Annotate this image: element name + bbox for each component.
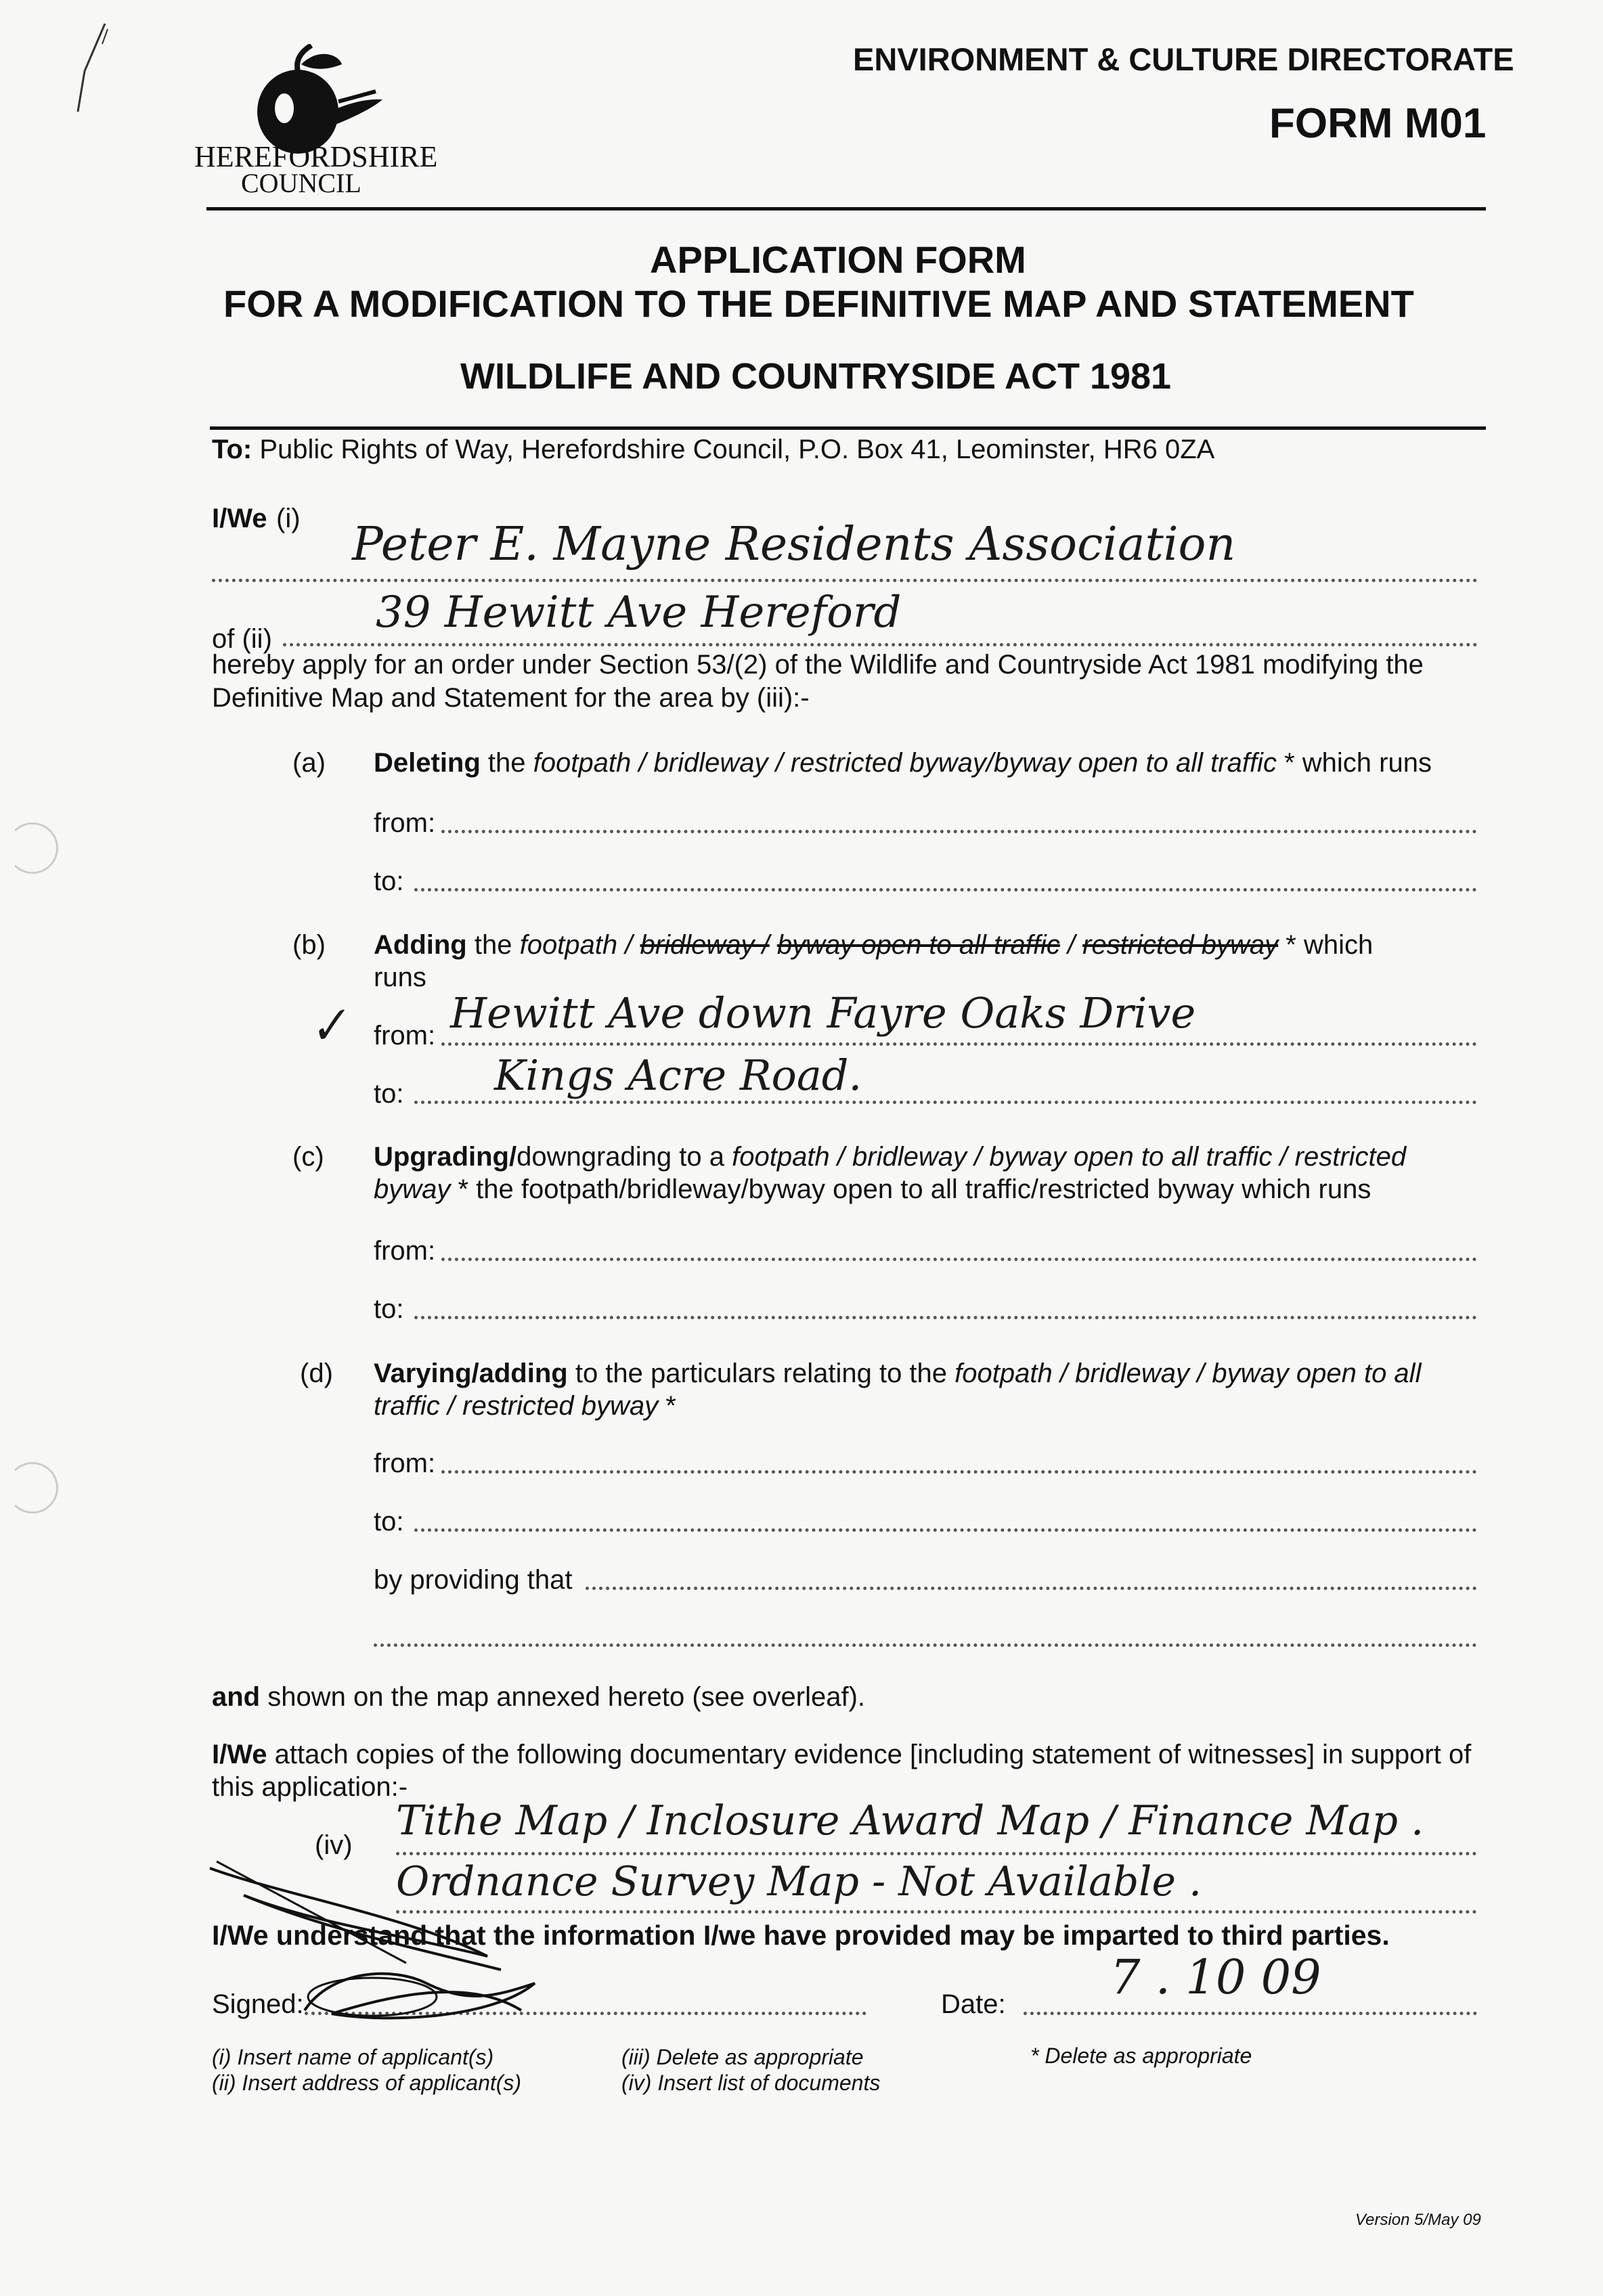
- section-b-byway-struck: byway open to all traffic: [776, 930, 1060, 960]
- understand-statement: I/We understand that the information I/we have provided may be imparted to third parties.: [212, 1920, 1390, 1951]
- council-name-line2: COUNCIL: [241, 168, 361, 198]
- section-a-from-label: from:: [374, 808, 436, 838]
- section-c-tail: * the footpath/bridleway/byway open to all traffic/restricted byway which runs: [450, 1174, 1371, 1204]
- section-b-marker: (b): [292, 930, 326, 960]
- council-name-line1: HEREFORDSHIRE: [194, 140, 438, 173]
- footnote-2: (ii) Insert address of applicant(s): [212, 2071, 522, 2095]
- signature-scribble: [291, 1956, 548, 2031]
- section-d-marker: (d): [300, 1359, 333, 1388]
- address-handwritten: 39 Hewitt Ave Hereford: [376, 588, 902, 638]
- section-c-plain: downgrading to a: [517, 1142, 732, 1172]
- to-address: Public Rights of Way, Herefordshire Council, P.O. Box 41, Leominster, HR6 0ZA: [259, 435, 1215, 464]
- footnote-4: (iv) Insert list of documents: [621, 2071, 881, 2095]
- footnote-3: (iii) Delete as appropriate: [621, 2045, 864, 2069]
- section-b-runs: runs: [374, 963, 426, 992]
- applicant-note: (i): [276, 504, 301, 533]
- section-c-heading: [374, 1141, 1406, 1173]
- section-b-from-field: [441, 1042, 1477, 1046]
- section-b-tick: ✓: [303, 995, 353, 1057]
- map-annex-text: shown on the map annexed hereto (see overleaf).: [260, 1682, 866, 1712]
- section-d-action: Varying/adding: [374, 1359, 568, 1388]
- section-c-to-label: to:: [374, 1294, 404, 1324]
- section-c-line2: [374, 1173, 1371, 1206]
- section-c-from-label: from:: [374, 1236, 436, 1266]
- section-d-heading: [374, 1357, 1421, 1390]
- evidence-line1: [212, 1738, 1471, 1771]
- to-label: To:: [212, 435, 252, 464]
- section-a-way-types: footpath / bridleway / restricted byway/byway open to all traffic: [533, 748, 1277, 778]
- map-annex-and: and: [212, 1682, 261, 1712]
- section-d-providing-field: [586, 1587, 1477, 1590]
- section-b-heading: [374, 929, 1373, 961]
- section-d-plain: to the particulars relating to the: [567, 1359, 955, 1388]
- evidence-field-2: [396, 1910, 1477, 1914]
- section-a-to-field: [414, 888, 1477, 891]
- section-d-from-field: [441, 1470, 1477, 1474]
- section-b-to-label: to:: [374, 1079, 404, 1109]
- address-label: of (ii): [212, 624, 272, 654]
- section-d-from-label: from:: [374, 1449, 436, 1478]
- section-d-tail: *: [658, 1391, 676, 1421]
- evidence-field-1: [396, 1852, 1477, 1855]
- evidence-handwritten-1: Tithe Map / Inclosure Award Map / Finance Map .: [396, 1797, 1424, 1845]
- evidence-line2: this application:-: [212, 1772, 408, 1802]
- section-b-footpath: footpath /: [519, 930, 633, 960]
- section-b-to-field: [414, 1101, 1477, 1104]
- section-d-line2: [374, 1390, 676, 1422]
- section-d-providing-field-2: [374, 1643, 1477, 1647]
- title-line2: FOR A MODIFICATION TO THE DEFINITIVE MAP AND STATEMENT: [223, 282, 1414, 325]
- section-d-to-field: [414, 1528, 1477, 1532]
- section-d-to-label: to:: [374, 1507, 404, 1537]
- section-b-from-handwritten: Hewitt Ave down Fayre Oaks Drive: [450, 988, 1196, 1038]
- section-b-bridleway-struck: bridleway /: [640, 930, 770, 960]
- address-field: [283, 643, 1478, 646]
- punch-hole: [7, 1462, 58, 1514]
- map-annex-line: [212, 1681, 865, 1713]
- date-field: [1024, 2012, 1477, 2015]
- evidence-marker: (iv): [315, 1830, 353, 1860]
- section-a-to-label: to:: [374, 866, 404, 896]
- section-b-from-label: from:: [374, 1021, 436, 1051]
- title-line3: WILDLIFE AND COUNTRYSIDE ACT 1981: [460, 356, 1172, 397]
- date-handwritten: 7 . 10 09: [1110, 1949, 1321, 2005]
- section-c-from-field: [441, 1258, 1477, 1261]
- section-a-the: the: [480, 748, 533, 778]
- section-b-action: Adding: [374, 930, 467, 960]
- to-line: [212, 433, 1214, 466]
- directorate-heading: ENVIRONMENT & CULTURE DIRECTORATE: [853, 41, 1514, 77]
- section-c-byway: byway: [374, 1174, 451, 1204]
- version-note: Version 5/May 09: [1355, 2211, 1481, 2229]
- date-label: Date:: [941, 1989, 1006, 2019]
- title-line1: APPLICATION FORM: [650, 238, 1026, 281]
- footnote-5: * Delete as appropriate: [1030, 2044, 1252, 2068]
- section-c-to-field: [414, 1316, 1477, 1319]
- section-c-way-types: footpath / bridleway / byway open to all traffic / restricted: [732, 1142, 1407, 1172]
- form-code: FORM M01: [1269, 100, 1487, 147]
- section-d-providing-label: by providing that: [374, 1565, 573, 1595]
- section-a-marker: (a): [292, 748, 326, 778]
- intro-line1: hereby apply for an order under Section 53/(2) of the Wildlife and Countryside Act 1981 modifying the: [212, 650, 1424, 680]
- applicant-label: I/We: [212, 504, 267, 533]
- punch-hole: [7, 822, 58, 874]
- intro-line2: Definitive Map and Statement for the area by (iii):-: [212, 683, 810, 713]
- evidence-iwe: I/We: [212, 1740, 267, 1769]
- section-d-way-types: footpath / bridleway / byway open to all: [954, 1359, 1422, 1388]
- section-b-the: the: [466, 930, 520, 960]
- applicant-name-field: [212, 579, 1478, 582]
- evidence-handwritten-2: Ordnance Survey Map - Not Available .: [396, 1858, 1202, 1905]
- section-b-separator: /: [1059, 930, 1083, 960]
- signed-label: Signed:: [212, 1989, 304, 2019]
- section-a-from-field: [441, 830, 1477, 833]
- section-b-tail: * which: [1278, 930, 1374, 960]
- pencil-mark: [37, 17, 118, 125]
- title-divider: [210, 426, 1486, 430]
- evidence-text: attach copies of the following documentary evidence [including statement of witnesses] in support of: [267, 1740, 1472, 1769]
- section-b-to-handwritten: Kings Acre Road.: [494, 1051, 862, 1100]
- applicant-name-handwritten: Peter E. Mayne Residents Association: [352, 518, 1236, 571]
- section-c-action: Upgrading/: [374, 1142, 517, 1172]
- section-c-marker: (c): [292, 1142, 324, 1172]
- section-a-tail: * which runs: [1276, 748, 1432, 778]
- section-a-action: Deleting: [374, 748, 481, 778]
- footnote-1: (i) Insert name of applicant(s): [212, 2045, 494, 2069]
- section-a-heading: [374, 747, 1432, 779]
- section-d-way-types-2: traffic / restricted byway: [374, 1391, 659, 1421]
- section-b-restricted-struck: restricted byway: [1082, 930, 1279, 960]
- header-divider: [206, 207, 1486, 211]
